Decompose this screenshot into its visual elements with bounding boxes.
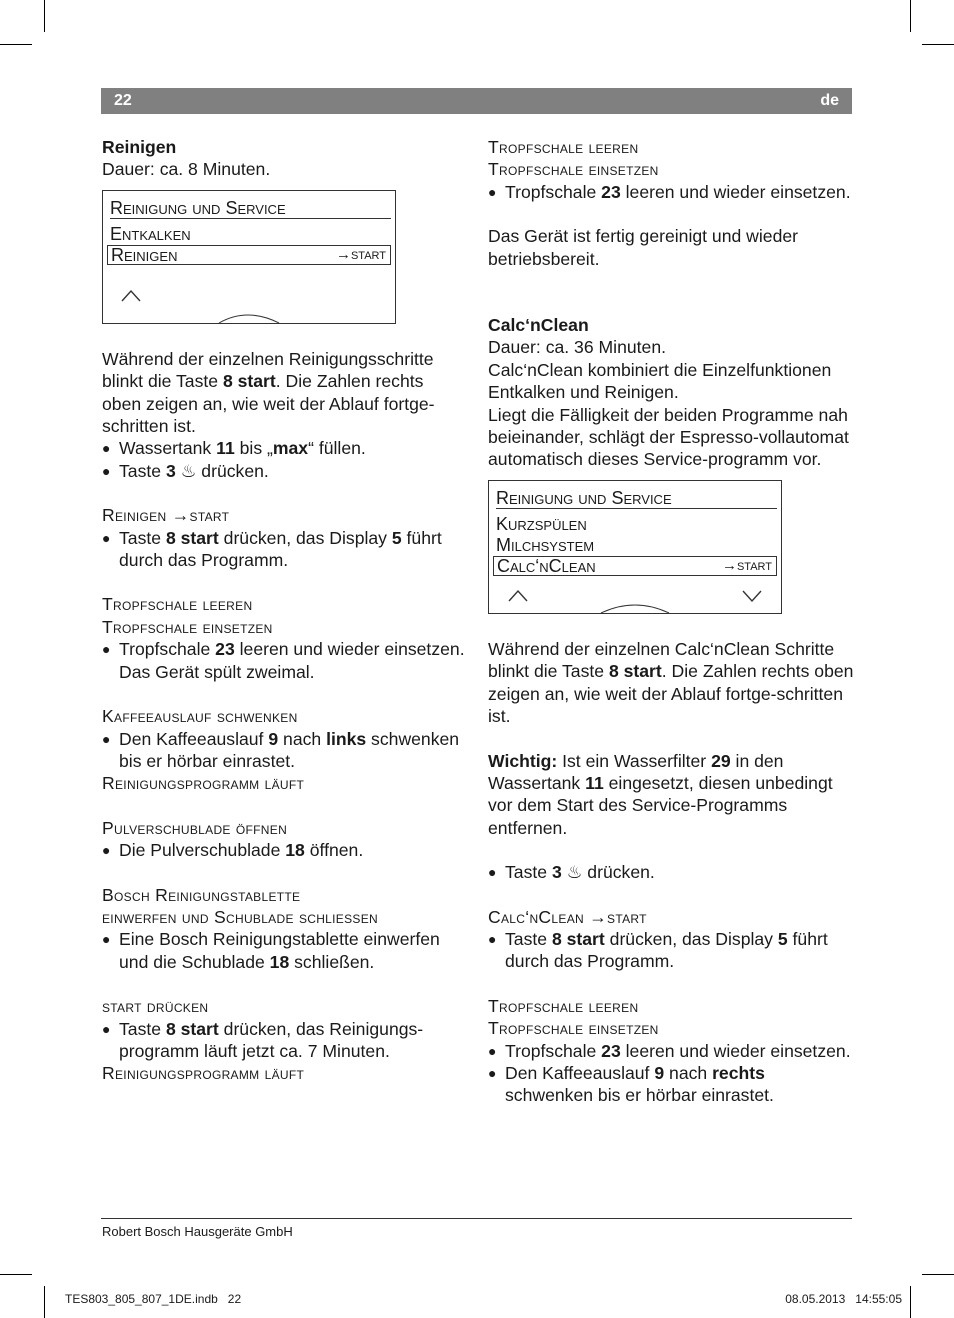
display-selected-label: Calc‘nClean: [497, 555, 596, 576]
text: Tropfschale: [505, 181, 602, 202]
text: eingesetzt, diesen unbedingt vor dem Start des Service-Programms entfernen.: [488, 772, 833, 838]
display-message: Tropfschale einsetzen: [102, 616, 273, 637]
display-message: Tropfschale leeren: [488, 137, 639, 157]
crop-mark: [44, 0, 45, 32]
bullet-item: [102, 1018, 467, 1063]
language-code: de: [820, 92, 839, 109]
bullet-item: [488, 181, 854, 203]
bullet-item: [102, 527, 467, 572]
text: Taste: [505, 862, 552, 883]
text: 3: [551, 862, 562, 883]
text: drücken.: [196, 460, 269, 481]
text: führt durch das Programm.: [119, 527, 442, 571]
display-message: Tropfschale leeren: [102, 594, 253, 615]
left-column: [102, 136, 467, 1085]
text: leeren und wieder einsetzen.: [620, 1040, 851, 1061]
text: 18: [285, 840, 305, 861]
paragraph: [102, 348, 467, 438]
crop-mark: [922, 44, 954, 45]
text: drücken, das Display: [218, 527, 392, 548]
steam-icon: ♨: [566, 862, 583, 883]
text: Während der einzelnen Calc‘nClean Schritte blinkt die Taste: [488, 638, 835, 682]
bullet-item: [102, 928, 467, 973]
display-message: start drücken: [102, 996, 209, 1017]
display-navigation: [489, 579, 781, 613]
text: Wassertank: [119, 438, 217, 459]
text: führt durch das Programm.: [505, 928, 828, 972]
text: Taste: [119, 1018, 166, 1039]
duration: Dauer: ca. 8 Minuten.: [102, 159, 271, 180]
text: Taste: [505, 928, 552, 949]
section-title-calcnclean: Calc‘nClean: [488, 315, 589, 336]
text: max: [272, 438, 309, 459]
text: “ füllen.: [308, 438, 366, 459]
display-arc: [601, 605, 669, 613]
crop-mark: [0, 44, 32, 45]
text: Taste: [119, 527, 166, 548]
display-line: Entkalken: [110, 223, 191, 244]
text: 29: [711, 750, 731, 771]
text: bis „: [234, 438, 273, 459]
crop-mark: [910, 0, 911, 32]
display-title: Reinigung und Service: [110, 191, 391, 219]
display-start-label: →start: [335, 245, 386, 263]
paragraph: Liegt die Fälligkeit der beiden Programme nah beieinander, schlägt der Espresso-vollautomat automatisch dieses Service-programm vor.: [488, 404, 849, 470]
down-arrow-icon: [743, 591, 761, 601]
display-title: Reinigung und Service: [496, 481, 777, 509]
bullet-item: [102, 460, 467, 482]
bullet-item: [488, 1040, 854, 1062]
text: 23: [601, 181, 621, 202]
text: leeren und wieder einsetzen. Das Gerät spült zweimal.: [119, 639, 465, 682]
text: in den Wassertank: [488, 750, 784, 793]
text: nach: [278, 728, 327, 749]
text: links: [326, 728, 367, 749]
text: Tropfschale: [119, 639, 216, 660]
bullet-item: [102, 839, 467, 861]
footer-company: Robert Bosch Hausgeräte GmbH: [102, 1224, 293, 1239]
display-message: Pulverschublade öffnen: [102, 817, 288, 838]
display-arc: [219, 315, 279, 323]
text: drücken, das Display: [604, 928, 778, 949]
display-line: Kurzspülen: [496, 513, 587, 534]
text: Tropfschale: [505, 1040, 602, 1061]
display-line: Milchsystem: [496, 534, 595, 555]
display-message: Tropfschale einsetzen: [488, 159, 659, 180]
text: . Die Zahlen rechts oben zeigen an, wie weit der Ablauf fortge-schritten ist.: [488, 661, 854, 727]
text: 23: [215, 639, 235, 660]
text: 8 start: [165, 1018, 219, 1039]
up-arrow-icon: [509, 591, 527, 601]
text: rechts: [712, 1062, 765, 1083]
text: Während der einzelnen Reinigungsschritte blinkt die Taste: [102, 348, 434, 392]
text: 18: [269, 951, 290, 972]
header-bar: [101, 88, 852, 114]
text: schließen.: [289, 951, 375, 972]
text: Den Kaffeeauslauf: [505, 1062, 655, 1083]
print-slug-date: 08.05.2013 14:55:05: [785, 1292, 902, 1306]
text: öffnen.: [304, 840, 364, 861]
display-navigation: [103, 273, 395, 323]
bullet-item: [102, 638, 467, 683]
text: . Die Zahlen rechts oben zeigen an, wie weit der Ablauf fortge-schritten ist.: [102, 371, 435, 437]
crop-mark: [922, 1274, 954, 1275]
text: nach: [664, 1062, 713, 1083]
text: 5: [777, 928, 788, 949]
text: Die Pulverschublade: [119, 840, 286, 861]
text: 8 start: [608, 661, 662, 682]
crop-mark: [0, 1274, 32, 1275]
crop-mark: [44, 1286, 45, 1318]
bullet-item: [102, 437, 467, 459]
duration: Dauer: ca. 36 Minuten.: [488, 337, 666, 358]
text: schwenken bis er hörbar einrastet.: [505, 1085, 774, 1106]
bullet-item: [488, 861, 854, 883]
display-panel: [488, 480, 782, 614]
bullet-item: [488, 1062, 854, 1107]
display-selected-row: [493, 556, 777, 576]
text: Taste: [119, 460, 166, 481]
text: Wichtig:: [488, 750, 558, 771]
text: 8 start: [165, 527, 219, 548]
display-message: Reinigungsprogramm läuft: [102, 1063, 305, 1084]
page-number: 22: [114, 92, 132, 109]
text: 11: [216, 438, 235, 459]
text: Eine Bosch Reinigungstablette einwerfen und die Schublade: [119, 929, 440, 972]
text: 8 start: [222, 371, 276, 392]
section-title-reinigen: Reinigen: [102, 137, 177, 157]
display-selected-row: [107, 245, 391, 265]
paragraph: Das Gerät ist fertig gereinigt und wieder betriebsbereit.: [488, 226, 798, 269]
display-selected-label: Reinigen: [111, 244, 178, 265]
display-message: Kaffeeauslauf schwenken: [102, 706, 298, 727]
display-message: Bosch Reinigungstablette: [102, 884, 301, 905]
display-panel: [102, 190, 396, 324]
paragraph: [488, 638, 854, 728]
text: 9: [268, 728, 279, 749]
display-message: Reinigungsprogramm läuft: [102, 773, 305, 794]
up-arrow-icon: [122, 291, 140, 301]
text: 5: [391, 527, 402, 548]
text: Ist ein Wasserfilter: [557, 750, 712, 771]
print-slug-file: TES803_805_807_1DE.indb 22: [65, 1292, 242, 1306]
display-message: Tropfschale einsetzen: [488, 1018, 659, 1039]
text: 11: [585, 772, 604, 793]
warning-paragraph: [488, 750, 854, 840]
text: Den Kaffeeauslauf: [119, 728, 269, 749]
paragraph: Calc‘nClean kombiniert die Einzelfunktionen Entkalken und Reinigen.: [488, 359, 832, 403]
display-message: Tropfschale leeren: [488, 995, 639, 1016]
text: 9: [654, 1062, 665, 1083]
display-start-label: →start: [721, 556, 772, 574]
text: drücken, das Reinigungs-programm läuft jetzt ca. 7 Minuten.: [119, 1018, 424, 1061]
bullet-item: [102, 728, 467, 773]
text: schwenken bis er hörbar einrastet.: [119, 728, 460, 771]
text: drücken.: [582, 862, 655, 883]
display-message: Calc‘nClean →start: [488, 906, 647, 927]
crop-mark: [910, 1286, 911, 1318]
right-column: [488, 136, 854, 1107]
text: 8 start: [551, 928, 605, 949]
text: 3: [165, 460, 176, 481]
footer-divider: [101, 1218, 852, 1219]
steam-icon: ♨: [180, 460, 197, 481]
display-message: Reinigen →start: [102, 505, 230, 526]
text: leeren und wieder einsetzen.: [620, 181, 851, 202]
text: 23: [601, 1040, 621, 1061]
display-message: einwerfen und Schublade schliessen: [102, 906, 378, 927]
bullet-item: [488, 928, 854, 973]
